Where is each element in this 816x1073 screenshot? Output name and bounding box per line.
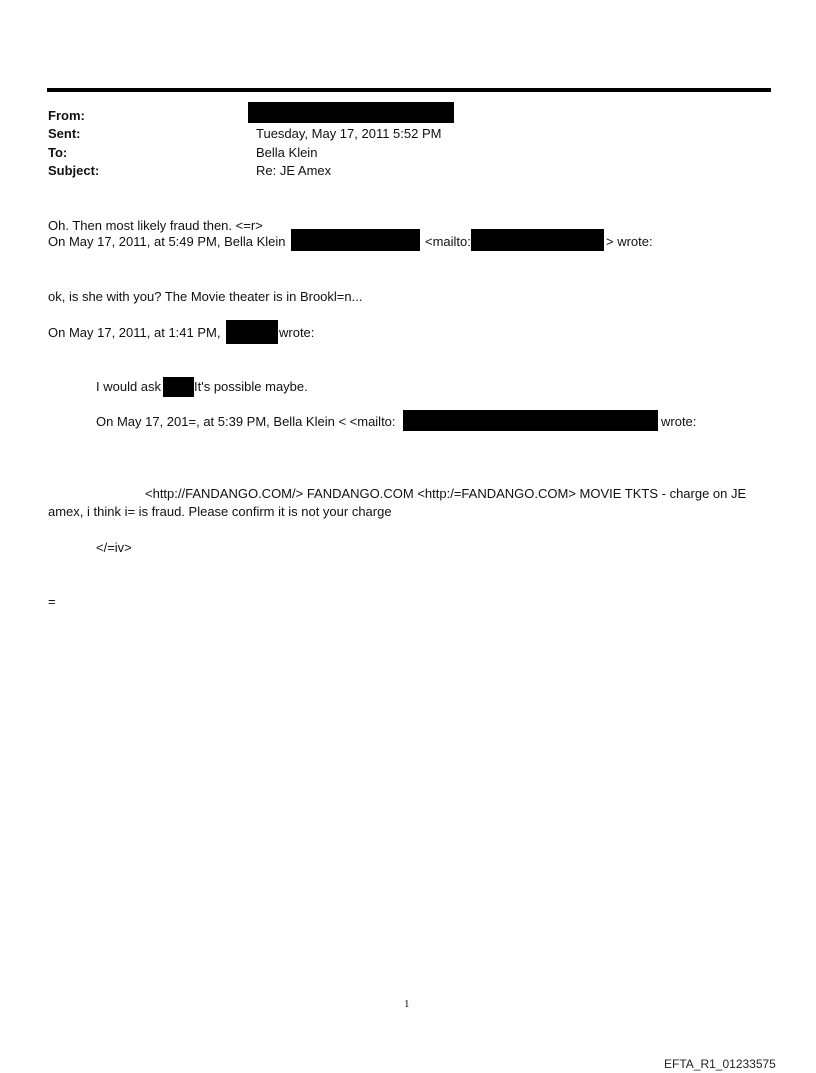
body-line-9: </=iv>: [96, 540, 132, 555]
to-value: Bella Klein: [256, 145, 318, 160]
body-line-6-end: wrote:: [661, 414, 697, 429]
subject-value: Re: JE Amex: [256, 163, 332, 178]
body-line-4-end: wrote:: [279, 325, 315, 340]
from-label: From:: [48, 108, 85, 123]
redacted-name-2: [163, 377, 194, 397]
body-line-3: ok, is she with you? The Movie theater is in Brookl=n...: [48, 289, 363, 304]
body-line-1: Oh. Then most likely fraud then. <=r>: [48, 218, 263, 233]
to-label: To:: [48, 145, 68, 160]
body-line-2-end: > wrote:: [606, 234, 653, 249]
redacted-email-1: [291, 229, 420, 251]
redacted-email-3: [403, 410, 658, 431]
sent-value: Tuesday, May 17, 2011 5:52 PM: [256, 126, 442, 141]
body-line-7: <http://FANDANGO.COM/> FANDANGO.COM <http:/=FANDANGO.COM> MOVIE TKTS - charge on JE: [145, 486, 747, 501]
redacted-from-address: [248, 102, 454, 123]
redacted-email-2: [471, 229, 604, 251]
body-line-6-start: On May 17, 201=, at 5:39 PM, Bella Klein < <mailto:: [96, 414, 396, 429]
body-line-5-start: I would ask: [96, 379, 162, 394]
subject-label: Subject:: [48, 163, 100, 178]
body-line-8: amex, i think i= is fraud. Please confirm it is not your charge: [48, 504, 392, 519]
body-line-2-mailto: <mailto:: [425, 234, 471, 249]
page-number: 1: [404, 998, 410, 1010]
document-id: EFTA_R1_01233575: [664, 1057, 776, 1071]
body-line-5-end: It's possible maybe.: [194, 379, 308, 394]
sent-label: Sent:: [48, 126, 81, 141]
body-line-10: =: [48, 594, 56, 609]
body-line-4-start: On May 17, 2011, at 1:41 PM,: [48, 325, 221, 340]
body-line-2-start: On May 17, 2011, at 5:49 PM, Bella Klein: [48, 234, 286, 249]
redacted-sender-name: [226, 320, 278, 344]
header-rule: [47, 88, 771, 92]
